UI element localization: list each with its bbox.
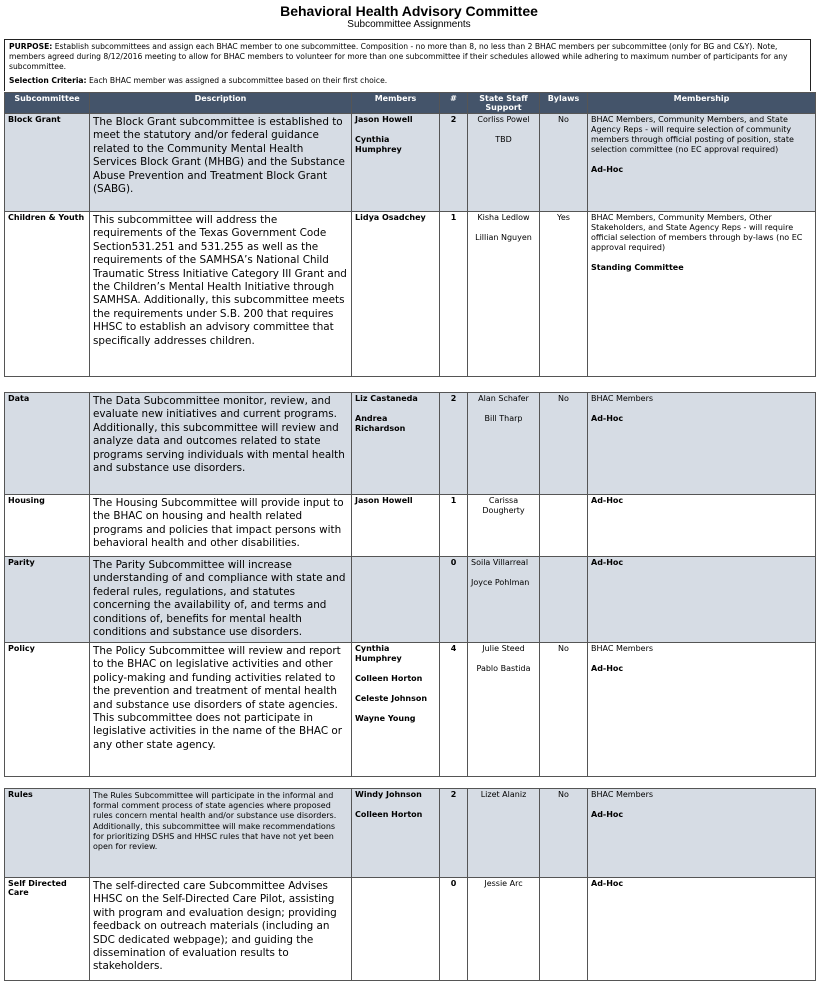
members-cell (352, 393, 440, 495)
membership-cell (588, 114, 816, 212)
membership-status: Ad-Hoc (591, 810, 624, 819)
membership-cell (588, 495, 816, 557)
page-subtitle: Subcommittee Assignments (347, 19, 471, 30)
table-row (5, 212, 816, 377)
header-staff: State Staff Support (468, 93, 540, 114)
members-cell (352, 495, 440, 557)
purpose-body: Establish subcommittees and assign each BHAC member to one subcommittee. Composition - no more than 8, no less than 2 BHAC members per subcommittee (only for BG and C&Y). Note, members agreed during 8/12/2016 meeting to allow for BHAC members to volunteer for more than one subcommittee if their schedules allowed while adhering to maximum number of participants for any subcommittee. (9, 42, 788, 71)
staff-name: Soila Villarreal (471, 558, 529, 567)
membership-cell (588, 557, 816, 643)
member-name: Windy Johnson (355, 790, 422, 799)
staff-support-cell (468, 114, 540, 212)
header-subcommittee: Subcommittee (5, 93, 90, 114)
membership-description: BHAC Members, Community Members, and State Agency Reps - will require selection of community members through official posting of position, state selection committee (no EC approval required) (591, 115, 794, 154)
member-name: Wayne Young (355, 714, 416, 723)
page-title: Behavioral Health Advisory Committee (280, 3, 538, 19)
members-cell (352, 643, 440, 777)
membership-status: Ad-Hoc (591, 414, 624, 423)
table-row (5, 789, 816, 878)
member-name: Colleen Horton (355, 674, 423, 683)
subcommittee-table-1 (4, 92, 816, 377)
bylaws-cell (540, 878, 588, 981)
staff-name: Lizet Alaniz (480, 790, 527, 799)
header-membership: Membership (588, 93, 816, 114)
subcommittee-name: Self Directed Care (5, 878, 90, 981)
bylaws-cell: No (540, 114, 588, 212)
staff-support-cell (468, 495, 540, 557)
header-members: Members (352, 93, 440, 114)
subcommittee-name: Rules (5, 789, 90, 878)
staff-name: Julie Steed (482, 644, 525, 653)
subcommittee-description: The Policy Subcommittee will review and report to the BHAC on legislative activities and other policy-making and funding activities related to the prevention and treatment of mental health and substance use disorders of state agencies. This subcommittee does not participate in legislative activities in the name of the BHAC or any other state agency. (90, 643, 352, 777)
bylaws-cell (540, 557, 588, 643)
member-name: Liz Castaneda (355, 394, 418, 403)
subcommittee-description: This subcommittee will address the requirements of the Texas Government Code Section531.251 and 531.255 as well as the requirements of the SAMHSA’s National Child Traumatic Stress Initiative Category III Grant and the Children’s Mental Health Initiative through SAMHSA. Additionally, this subcommittee meets the requirements under S.B. 200 that requires HHSC to establish an advisory committee that specifically addresses children. (90, 212, 352, 377)
membership-cell (588, 212, 816, 377)
membership-description: BHAC Members, Community Members, Other Stakeholders, and State Agency Reps - will require official selection of members through by-laws (no EC approval required) (591, 213, 803, 252)
membership-status: Ad-Hoc (591, 879, 624, 888)
staff-name: Joyce Pohlman (471, 578, 530, 587)
selection-criteria (9, 76, 806, 86)
table-row (5, 393, 816, 495)
members-cell (352, 212, 440, 377)
selection-label: Selection Criteria: (9, 76, 87, 85)
bylaws-cell: No (540, 789, 588, 878)
subcommittee-description: The self-directed care Subcommittee Advises HHSC on the Self-Directed Care Pilot, assisting with program and evaluation design; providing feedback on outreach materials (including an SDC dedicated webpage); and guiding the dissemination of evaluation results to stakeholders. (90, 878, 352, 981)
subcommittee-description: The Block Grant subcommittee is established to meet the statutory and/or federal guidance related to the Community Mental Health Services Block Grant (MHBG) and the Substance Abuse Prevention and Treatment Block Grant (SABG). (90, 114, 352, 212)
staff-support-cell (468, 393, 540, 495)
membership-cell (588, 643, 816, 777)
member-count: 2 (440, 789, 468, 878)
member-name: Jason Howell (355, 496, 413, 505)
member-name: Celeste Johnson (355, 694, 428, 703)
member-count: 1 (440, 495, 468, 557)
subcommittee-description: The Data Subcommittee monitor, review, and evaluate new initiatives and current programs. Additionally, this subcommittee will review and analyze data and outcomes related to state programs serving individuals with mental health and substance use disorders. (90, 393, 352, 495)
membership-description: BHAC Members (591, 644, 654, 653)
header-count: # (440, 93, 468, 114)
member-name: Lidya Osadchey (355, 213, 426, 222)
subcommittee-description: The Rules Subcommittee will participate in the informal and formal comment process of state agencies where proposed rules concern mental health and/or substance use disorders. Additionally, this subcommittee will make recommendations for prioritizing DSHS and HHSC rules that have not yet been open for review. (90, 789, 352, 878)
staff-support-cell (468, 789, 540, 878)
staff-support-cell (468, 878, 540, 981)
membership-status: Ad-Hoc (591, 558, 624, 567)
staff-name: Carissa Dougherty (482, 496, 525, 515)
subcommittee-name: Data (5, 393, 90, 495)
membership-status: Standing Committee (591, 263, 684, 272)
bylaws-cell: No (540, 393, 588, 495)
table-row (5, 557, 816, 643)
table-row (5, 878, 816, 981)
membership-status: Ad-Hoc (591, 664, 624, 673)
table-row (5, 114, 816, 212)
staff-support-cell (468, 557, 540, 643)
membership-status: Ad-Hoc (591, 165, 624, 174)
member-count: 0 (440, 878, 468, 981)
membership-description: BHAC Members (591, 394, 654, 403)
staff-name: Pablo Bastida (476, 664, 531, 673)
members-cell (352, 114, 440, 212)
bylaws-cell (540, 495, 588, 557)
subcommittee-table-3 (4, 788, 816, 981)
members-cell (352, 557, 440, 643)
staff-name: Bill Tharp (484, 414, 523, 423)
staff-support-cell (468, 212, 540, 377)
membership-status: Ad-Hoc (591, 496, 624, 505)
member-count: 1 (440, 212, 468, 377)
subcommittee-name: Policy (5, 643, 90, 777)
subcommittee-description: The Parity Subcommittee will increase understanding of and compliance with state and federal rules, regulations, and statutes concerning the availability of, and terms and conditions of, benefits for mental health conditions and substance use disorders. (90, 557, 352, 643)
subcommittee-description: The Housing Subcommittee will provide input to the BHAC on housing and health related programs and policies that impact persons with behavioral health and other disabilities. (90, 495, 352, 557)
bylaws-cell: Yes (540, 212, 588, 377)
subcommittee-name: Housing (5, 495, 90, 557)
staff-name: Kisha Ledlow (477, 213, 530, 222)
member-name: Jason Howell (355, 115, 413, 124)
table-row (5, 643, 816, 777)
member-count: 0 (440, 557, 468, 643)
subcommittee-name: Block Grant (5, 114, 90, 212)
staff-name: Jessie Arc (484, 879, 523, 888)
membership-cell (588, 878, 816, 981)
member-name: Colleen Horton (355, 810, 423, 819)
membership-cell (588, 393, 816, 495)
selection-body: Each BHAC member was assigned a subcommittee based on their first choice. (86, 76, 388, 85)
staff-support-cell (468, 643, 540, 777)
member-count: 2 (440, 393, 468, 495)
header-description: Description (90, 93, 352, 114)
member-name: Cynthia Humphrey (355, 135, 402, 154)
staff-name: Alan Schafer (478, 394, 529, 403)
purpose-text (9, 42, 806, 72)
purpose-label: PURPOSE: (9, 42, 53, 51)
table-header-row (5, 93, 816, 114)
member-count: 2 (440, 114, 468, 212)
member-count: 4 (440, 643, 468, 777)
bylaws-cell: No (540, 643, 588, 777)
members-cell (352, 878, 440, 981)
membership-cell (588, 789, 816, 878)
subcommittee-name: Parity (5, 557, 90, 643)
subcommittee-table-2 (4, 392, 816, 777)
member-name: Andrea Richardson (355, 414, 406, 433)
membership-description: BHAC Members (591, 790, 654, 799)
staff-name: TBD (495, 135, 512, 144)
members-cell (352, 789, 440, 878)
subcommittee-name: Children & Youth (5, 212, 90, 377)
member-name: Cynthia Humphrey (355, 644, 402, 663)
table-row (5, 495, 816, 557)
staff-name: Lillian Nguyen (475, 233, 532, 242)
header-bylaws: Bylaws (540, 93, 588, 114)
purpose-box (4, 39, 811, 91)
staff-name: Corliss Powel (477, 115, 530, 124)
